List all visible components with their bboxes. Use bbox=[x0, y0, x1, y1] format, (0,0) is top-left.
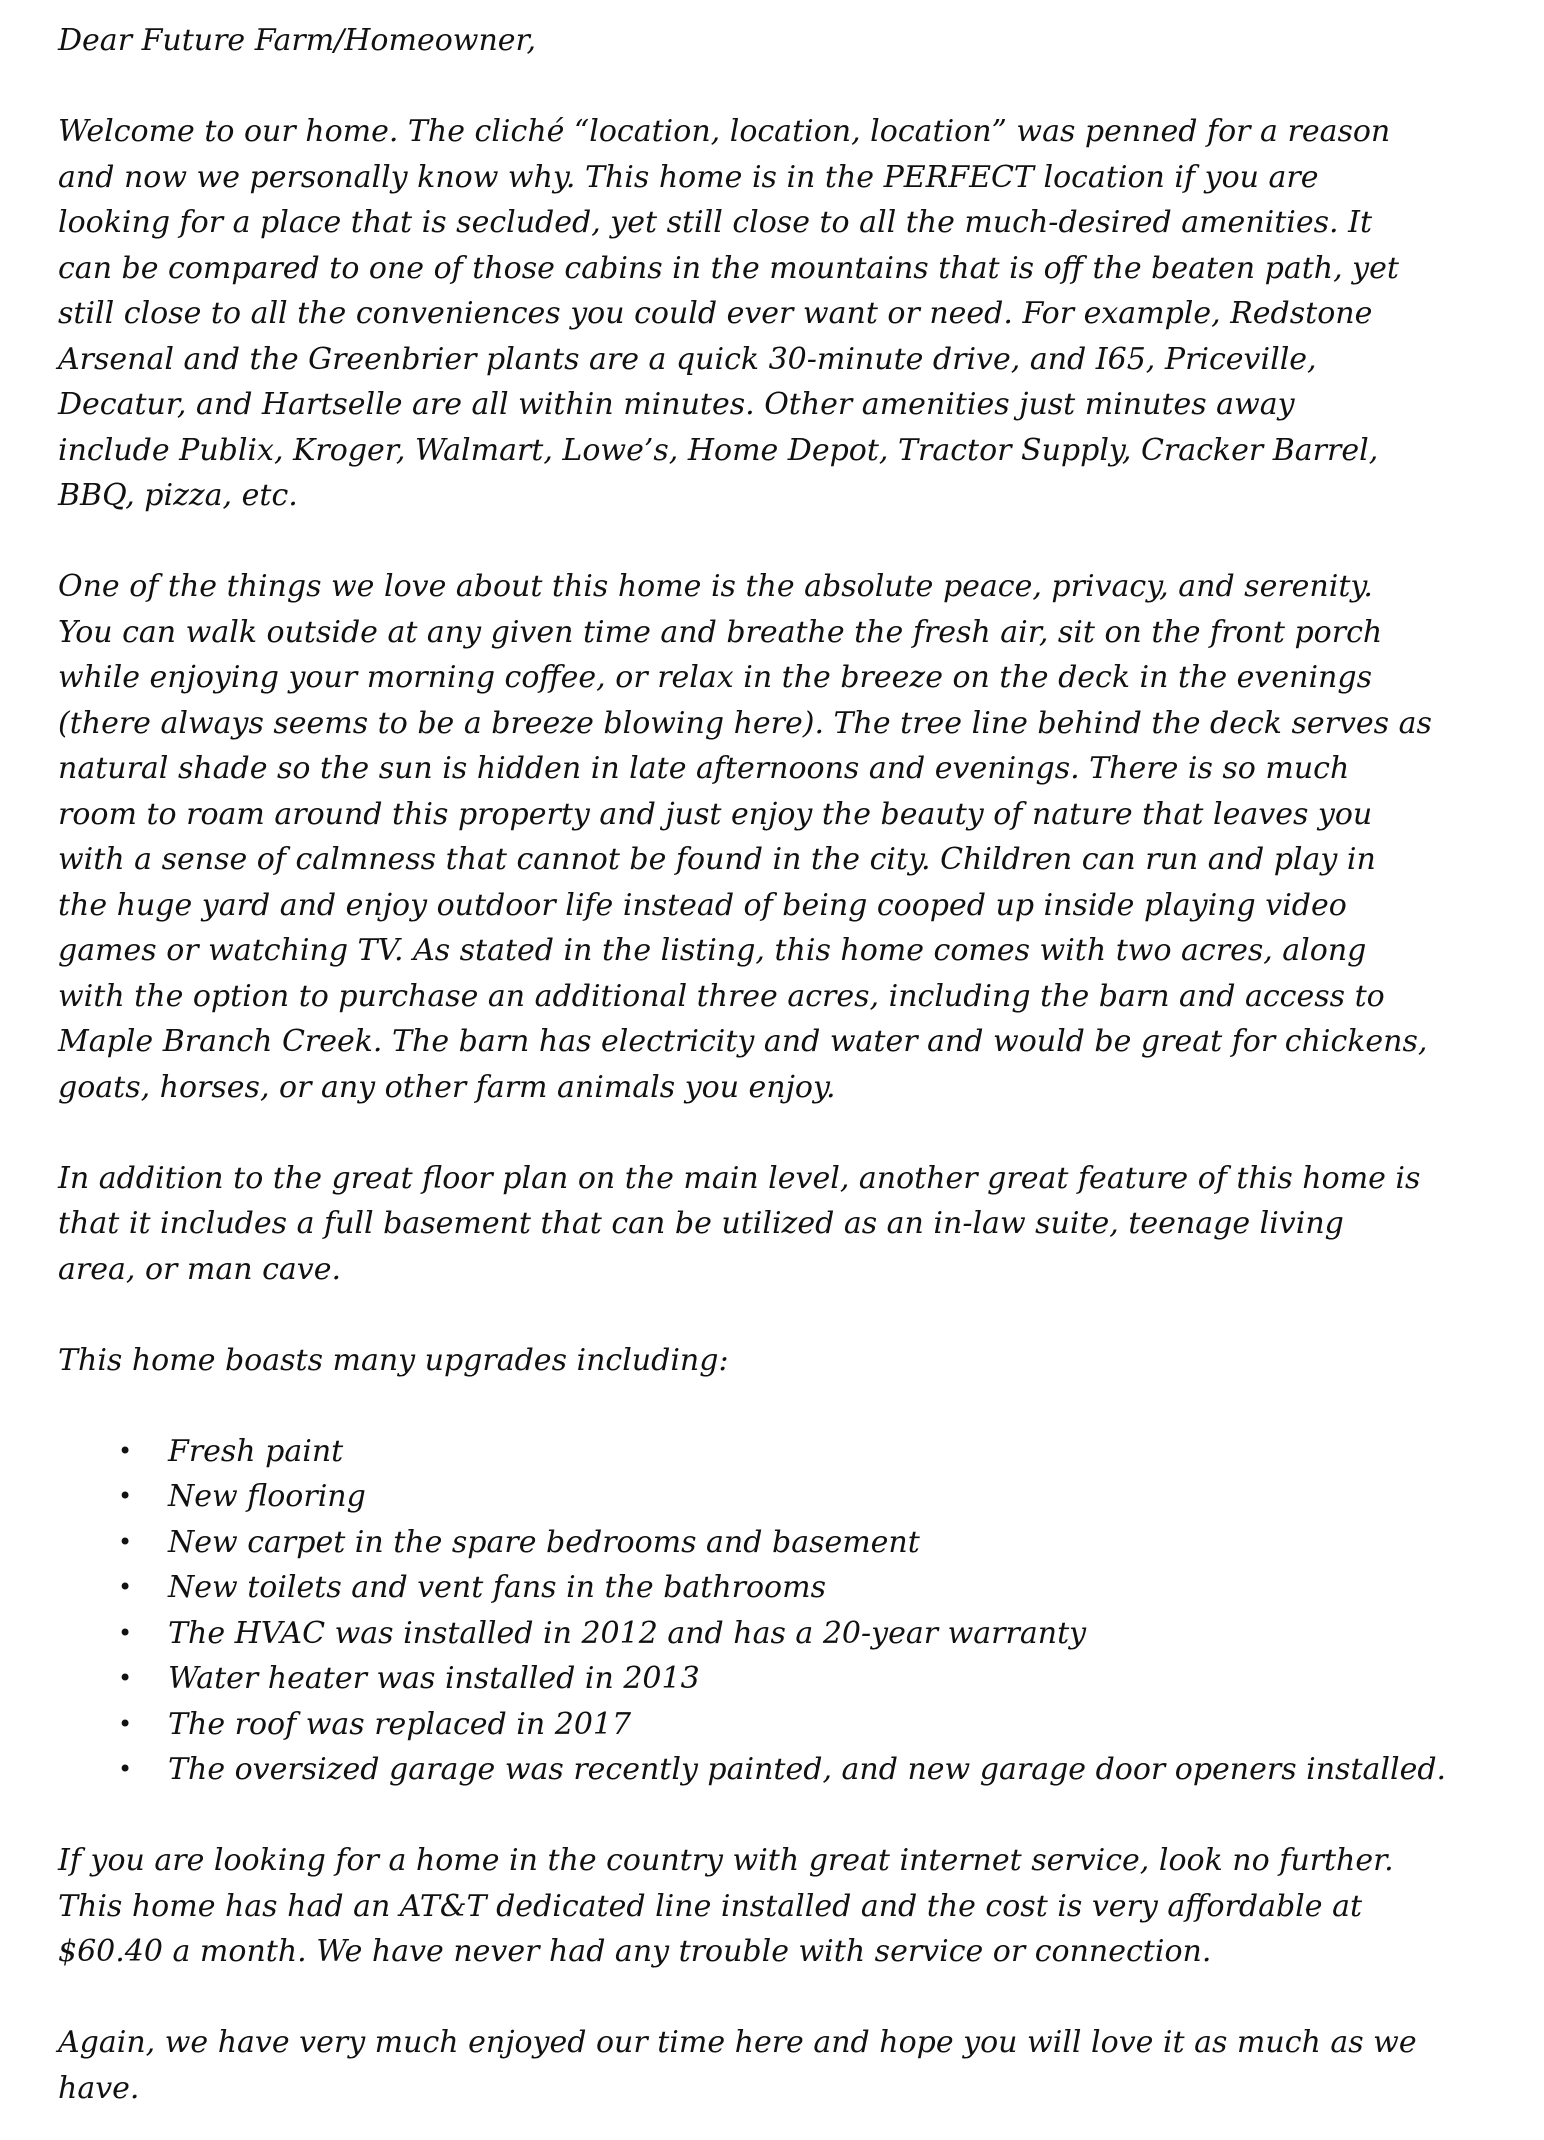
salutation: Dear Future Farm/Homeowner, bbox=[58, 23, 537, 58]
text-line: include Publix, Kroger, Walmart, Lowe’s, Home Depot, Tractor Supply, Cracker Barrel, bbox=[58, 432, 1379, 468]
text-line: If you are looking for a home in the country with great internet service, look no further. bbox=[58, 1843, 1394, 1878]
list-item bbox=[118, 1702, 1474, 1748]
list-item-text: New flooring bbox=[168, 1479, 366, 1514]
bullet-icon: • bbox=[118, 1755, 133, 1783]
text-line: goats, horses, or any other farm animals you enjoy. bbox=[58, 1069, 836, 1105]
text-line: One of the things we love about this home is the absolute peace, privacy, and serenity. bbox=[58, 569, 1373, 604]
text-line: still close to all the conveniences you could ever want or need. For example, Redstone bbox=[58, 296, 1373, 331]
text-line: You can walk outside at any given time and breathe the fresh air, sit on the front porch bbox=[58, 614, 1383, 650]
text-line: (there always seems to be a breeze blowing here). The tree line behind the deck serves as bbox=[58, 705, 1432, 741]
list-item bbox=[118, 1474, 1474, 1520]
paragraph-internet bbox=[58, 1838, 1474, 1975]
bullet-icon: • bbox=[118, 1436, 133, 1465]
bullet-icon: • bbox=[118, 1709, 133, 1738]
paragraph-peace bbox=[58, 564, 1474, 1110]
list-item bbox=[118, 1520, 1474, 1566]
bullet-icon: • bbox=[118, 1664, 133, 1692]
list-item-text: The HVAC was installed in 2012 and has a 20-year warranty bbox=[168, 1615, 1087, 1651]
text-line: Maple Branch Creek. The barn has electricity and water and would be great for chickens, bbox=[58, 1024, 1428, 1059]
paragraph-basement bbox=[58, 1156, 1474, 1293]
text-line: games or watching TV. As stated in the listing, this home comes with two acres, along bbox=[58, 933, 1367, 968]
list-item-text: New carpet in the spare bedrooms and basement bbox=[168, 1524, 920, 1560]
text-line: BBQ, pizza, etc. bbox=[58, 478, 298, 513]
list-item bbox=[118, 1656, 1474, 1702]
text-line: the huge yard and enjoy outdoor life instead of being cooped up inside playing video bbox=[58, 887, 1347, 923]
bullet-icon: • bbox=[118, 1527, 133, 1556]
bullet-icon: • bbox=[118, 1482, 133, 1510]
text-line: area, or man cave. bbox=[58, 1251, 341, 1287]
text-line: Again, we have very much enjoyed our time here and hope you will love it as much as we bbox=[58, 2025, 1417, 2060]
text-line: Decatur, and Hartselle are all within minutes. Other amenities just minutes away bbox=[58, 387, 1295, 422]
paragraph-welcome bbox=[58, 109, 1474, 519]
upgrades-list bbox=[58, 1429, 1474, 1793]
text-line: with the option to purchase an additional three acres, including the barn and access to bbox=[58, 978, 1385, 1014]
text-line: with a sense of calmness that cannot be found in the city. Children can run and play in bbox=[58, 842, 1376, 877]
text-line: looking for a place that is secluded, yet still close to all the much-desired amenities. It bbox=[58, 205, 1373, 240]
list-item bbox=[118, 1611, 1474, 1657]
list-item bbox=[118, 1429, 1474, 1475]
list-item bbox=[118, 1565, 1474, 1611]
text-line: while enjoying your morning coffee, or relax in the breeze on the deck in the evenings bbox=[58, 660, 1372, 695]
text-line: $60.40 a month. We have never had any trouble with service or connection. bbox=[58, 1934, 1212, 1969]
list-item-text: New toilets and vent fans in the bathrooms bbox=[168, 1570, 826, 1605]
list-item-text: The oversized garage was recently painted, and new garage door openers installed. bbox=[168, 1752, 1447, 1787]
text-line: that it includes a full basement that can be utilized as an in-law suite, teenage living bbox=[58, 1206, 1344, 1241]
text-line: natural shade so the sun is hidden in late afternoons and evenings. There is so much bbox=[58, 751, 1350, 786]
text-line: can be compared to one of those cabins in the mountains that is off the beaten path, yet bbox=[58, 250, 1399, 286]
text-line: have. bbox=[58, 2070, 140, 2106]
text-line: In addition to the great floor plan on the main level, another great feature of this home is bbox=[58, 1160, 1421, 1196]
text-line: Welcome to our home. The cliché “location, location, location” was penned for a reason bbox=[58, 114, 1391, 149]
upgrades-intro: This home boasts many upgrades including: bbox=[58, 1342, 729, 1378]
list-item-text: Water heater was installed in 2013 bbox=[168, 1661, 700, 1696]
text-line: This home has had an AT&T dedicated line installed and the cost is very affordable at bbox=[58, 1888, 1363, 1924]
list-item-text: The roof was replaced in 2017 bbox=[168, 1706, 632, 1742]
text-line: room to roam around this property and just enjoy the beauty of nature that leaves you bbox=[58, 796, 1373, 832]
bullet-icon: • bbox=[118, 1573, 133, 1601]
text-line: Arsenal and the Greenbrier plants are a quick 30-minute drive, and I65, Priceville, bbox=[58, 341, 1317, 377]
list-item bbox=[118, 1747, 1474, 1793]
bullet-icon: • bbox=[118, 1618, 133, 1647]
list-item-text: Fresh paint bbox=[168, 1433, 344, 1469]
text-line: and now we personally know why. This home is in the PERFECT location if you are bbox=[58, 159, 1319, 195]
paragraph-closing bbox=[58, 2020, 1474, 2111]
